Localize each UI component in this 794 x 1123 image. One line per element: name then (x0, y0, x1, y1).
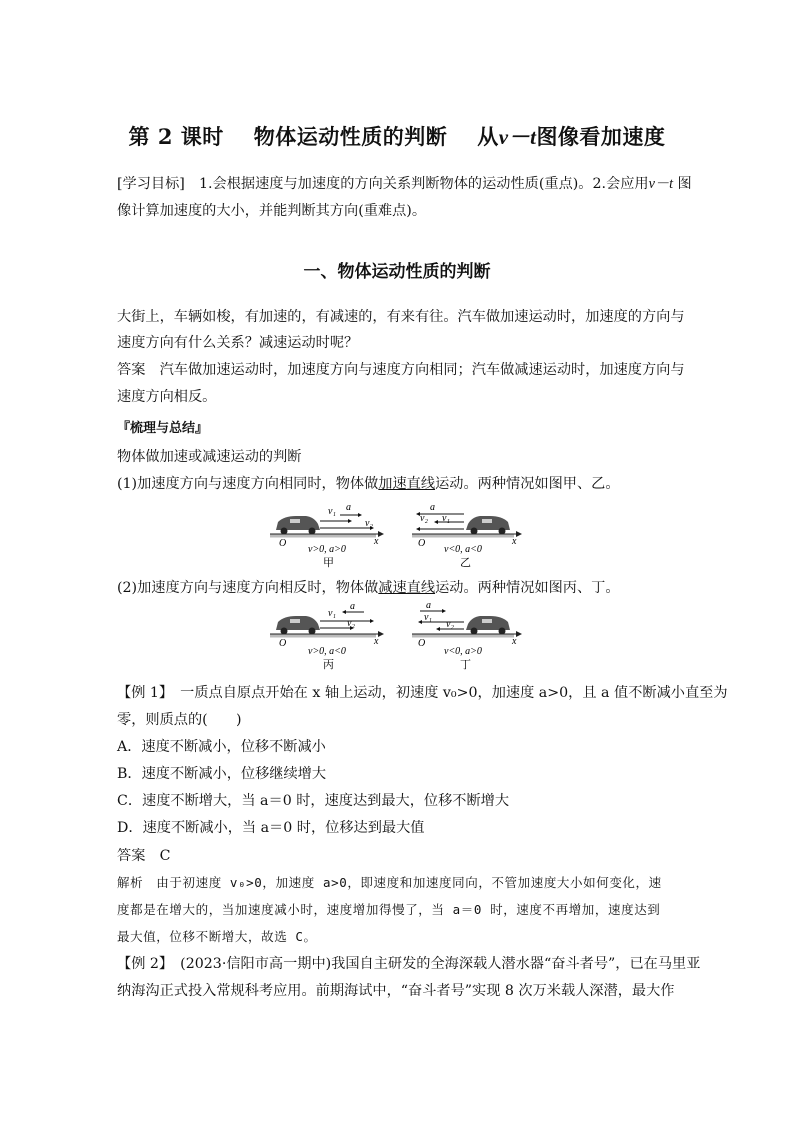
origin-label: O (279, 638, 287, 649)
v2-label: v₂ (365, 518, 373, 529)
v1-label: v₁ (442, 513, 450, 524)
figure-label: 丙 (323, 658, 334, 671)
figure-jia-yi (270, 500, 530, 572)
figure-bing-ding (270, 600, 530, 672)
v2-label: v₂ (347, 618, 355, 629)
car-icon (466, 616, 510, 635)
a-label: a (426, 600, 431, 611)
v2-label: v₂ (420, 513, 428, 524)
example1-answer: 答案 C (117, 848, 171, 864)
intro-line1: 大街上，车辆如梭，有加速的，有减速的，有来有往。汽车做加速运动时，加速度的方向与 (117, 309, 685, 325)
figure-label: 丁 (460, 658, 471, 671)
summary-point2: (2)加速度方向与速度方向相反时，物体做减速直线运动。两种情况如图丙、丁。 (117, 580, 620, 596)
figure-label: 甲 (323, 556, 334, 569)
figure-bing (270, 601, 384, 671)
x-axis-label: x (512, 636, 517, 647)
car-icon (466, 516, 510, 535)
figure-label: 乙 (460, 556, 471, 569)
condition-label: v>0, a>0 (308, 544, 346, 555)
learning-goal-line1: [学习目标] 1.会根据速度与加速度的方向关系判断物体的运动性质(重点)。2.会应用v－t 图 (117, 176, 692, 192)
figure-yi (412, 502, 522, 569)
example2-line1: 【例 2】 (2023·信阳市高一期中)我国自主研发的全海深载人潜水器“奋斗者号”，已在马里亚 (117, 956, 701, 972)
summary-heading: 『梳理与总结』 (117, 421, 209, 436)
a-label: a (346, 502, 351, 513)
option-d: D．速度不断减小，当 a＝0 时，位移达到最大值 (117, 820, 425, 836)
origin-label: O (279, 538, 287, 549)
example2-line2: 纳海沟正式投入常规科考应用。前期海试中，“奋斗者号”实现 8 次万米载人深潜，最大作 (117, 983, 675, 999)
v1-label: v₁ (328, 506, 336, 517)
summary-point1: (1)加速度方向与速度方向相同时，物体做加速直线运动。两种情况如图甲、乙。 (117, 476, 620, 492)
v2-label: v₂ (446, 619, 454, 630)
summary-line1: 物体做加速或减速运动的判断 (117, 449, 302, 465)
v1-label: v₁ (424, 612, 432, 623)
example1-line1: 【例 1】 一质点自原点开始在 x 轴上运动，初速度 v₀>0，加速度 a>0，且 a 值不断减小直至为 (117, 685, 728, 701)
condition-label: v<0, a>0 (444, 646, 482, 657)
option-b: B．速度不断减小，位移继续增大 (117, 766, 327, 782)
x-axis-label: x (512, 536, 517, 547)
intro-answer-line2: 速度方向相反。 (117, 389, 217, 405)
page-title: 第 2 课时 物体运动性质的判断 从v－t图像看加速度 (128, 124, 666, 149)
learning-goal-line2: 像计算加速度的大小，并能判断其方向(重难点)。 (117, 203, 427, 219)
condition-label: v>0, a<0 (308, 646, 346, 657)
option-a: A．速度不断减小，位移不断减小 (117, 739, 326, 755)
figure-jia (270, 502, 384, 569)
origin-label: O (418, 638, 426, 649)
example1-analysis-line1: 解析 由于初速度 v₀>0，加速度 a>0，即速度和加速度同向，不管加速度大小如何变化，速 (117, 875, 662, 890)
section-heading: 一、物体运动性质的判断 (303, 262, 491, 282)
car-icon (276, 516, 320, 535)
x-axis-label: x (374, 636, 379, 647)
example1-analysis-line2: 度都是在增大的，当加速度减小时，速度增加得慢了，当 a＝0 时，速度不再增加，速度达到 (117, 902, 661, 917)
example1-analysis-line3: 最大值，位移不断增大，故选 C。 (117, 929, 317, 944)
condition-label: v<0, a<0 (444, 544, 482, 555)
car-icon (276, 616, 320, 635)
example1-line2: 零，则质点的( ) (117, 712, 242, 728)
a-label: a (430, 502, 435, 513)
a-label: a (350, 601, 355, 612)
origin-label: O (418, 538, 426, 549)
figure-ding (412, 600, 522, 671)
intro-answer-line1: 答案 汽车做加速运动时，加速度方向与速度方向相同；汽车做减速运动时，加速度方向与 (117, 362, 685, 378)
option-c: C．速度不断增大，当 a＝0 时，速度达到最大，位移不断增大 (117, 793, 510, 809)
v1-label: v₁ (328, 608, 336, 619)
intro-line2: 速度方向有什么关系？减速运动时呢？ (117, 335, 359, 351)
x-axis-label: x (374, 536, 379, 547)
